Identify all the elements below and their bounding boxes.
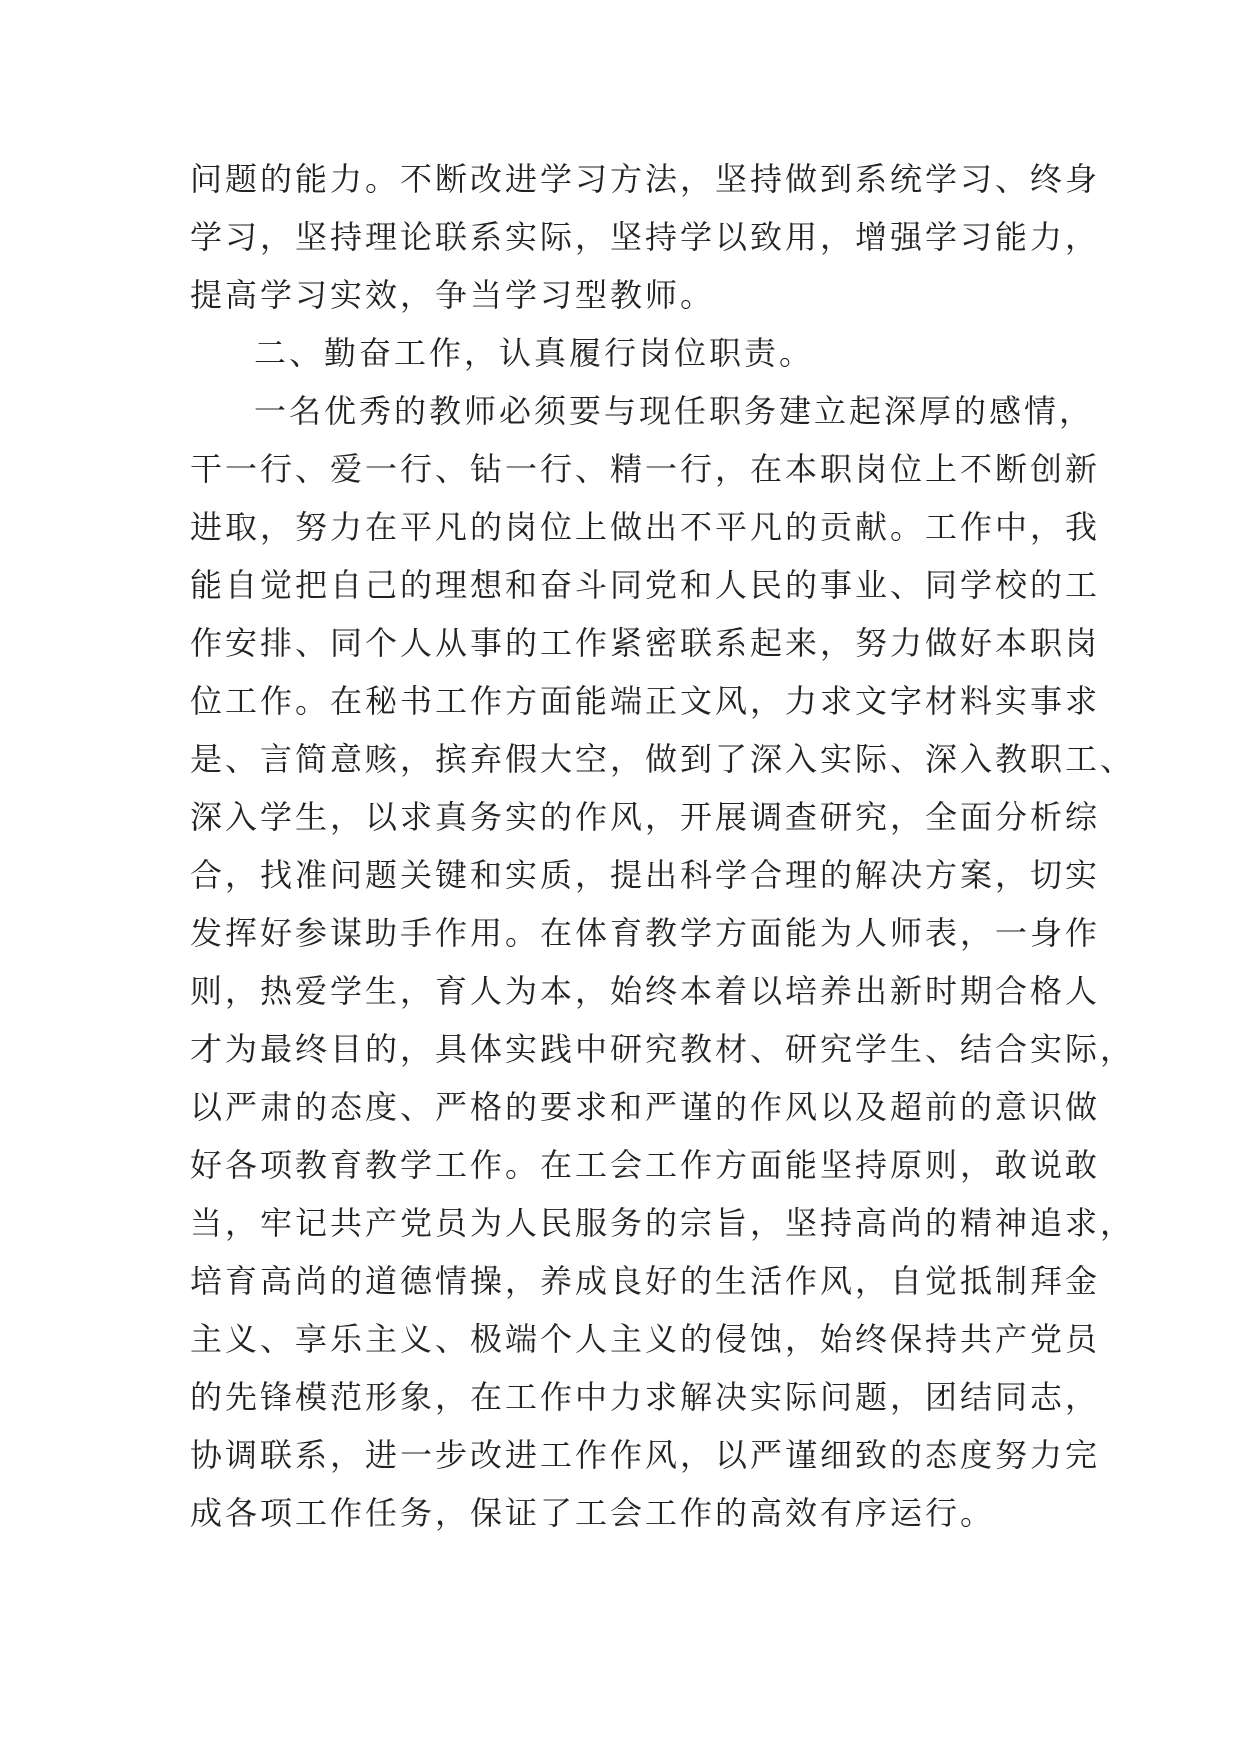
body-text-line: 以严肃的态度、严格的要求和严谨的作风以及超前的意识做	[190, 1088, 1101, 1126]
body-text-line: 好各项教育教学工作。在工会工作方面能坚持原则，敢说敢	[190, 1146, 1101, 1184]
body-text-line: 学习，坚持理论联系实际，坚持学以致用，增强学习能力，	[190, 218, 1101, 256]
body-text-line: 则，热爱学生，育人为本，始终本着以培养出新时期合格人	[190, 972, 1101, 1010]
body-text-line: 主义、享乐主义、极端个人主义的侵蚀，始终保持共产党员	[190, 1320, 1101, 1358]
body-text-line: 能自觉把自己的理想和奋斗同党和人民的事业、同学校的工	[190, 566, 1101, 604]
body-text-line: 当，牢记共产党员为人民服务的宗旨，坚持高尚的精神追求，	[190, 1204, 1136, 1242]
body-text-line: 成各项工作任务，保证了工会工作的高效有序运行。	[190, 1494, 996, 1532]
body-text-line: 进取，努力在平凡的岗位上做出不平凡的贡献。工作中，我	[190, 508, 1101, 546]
body-text-line: 培育高尚的道德情操，养成良好的生活作风，自觉抵制拜金	[190, 1262, 1101, 1300]
document-page	[190, 150, 1136, 1542]
body-text-line: 干一行、爱一行、钻一行、精一行，在本职岗位上不断创新	[190, 450, 1101, 488]
body-text-line: 位工作。在秘书工作方面能端正文风，力求文字材料实事求	[190, 682, 1101, 720]
body-text-line: 深入学生，以求真务实的作风，开展调查研究，全面分析综	[190, 798, 1101, 836]
body-text-line: 是、言简意赅，摈弃假大空，做到了深入实际、深入教职工、	[190, 740, 1136, 778]
body-text-line: 作安排、同个人从事的工作紧密联系起来，努力做好本职岗	[190, 624, 1101, 662]
body-text-line: 才为最终目的，具体实践中研究教材、研究学生、结合实际，	[190, 1030, 1136, 1068]
body-text-line: 的先锋模范形象，在工作中力求解决实际问题，团结同志，	[190, 1378, 1101, 1416]
body-text-line: 发挥好参谋助手作用。在体育教学方面能为人师表，一身作	[190, 914, 1101, 952]
body-text-line: 问题的能力。不断改进学习方法，坚持做到系统学习、终身	[190, 160, 1101, 198]
body-text-line: 合，找准问题关键和实质，提出科学合理的解决方案，切实	[190, 856, 1101, 894]
body-text-line: 提高学习实效，争当学习型教师。	[190, 276, 716, 314]
body-text-line: 一名优秀的教师必须要与现任职务建立起深厚的感情，	[254, 392, 1095, 430]
section-heading: 二、勤奋工作，认真履行岗位职责。	[254, 334, 815, 372]
body-text-line: 协调联系，进一步改进工作作风，以严谨细致的态度努力完	[190, 1436, 1101, 1474]
